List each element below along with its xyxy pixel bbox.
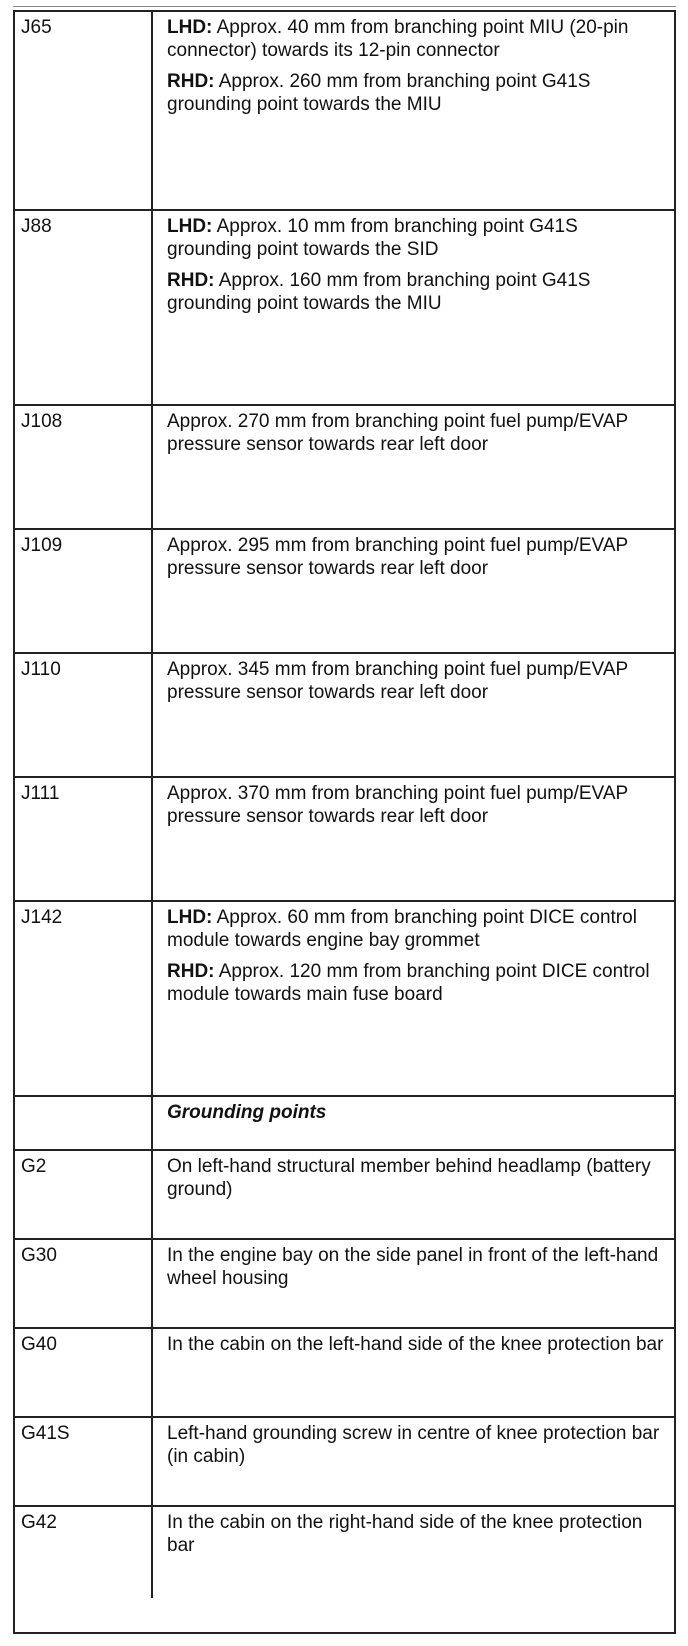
empty-id-cell — [15, 1097, 153, 1149]
location-text: In the cabin on the right-hand side of the knee protection bar — [167, 1512, 643, 1556]
component-id: J108 — [15, 406, 153, 528]
location-description — [153, 1329, 674, 1416]
location-text: Approx. 295 mm from branching point fuel pump/EVAP pressure sensor towards rear left door — [167, 535, 628, 579]
rhd-text: Approx. 120 mm from branching point DICE control module towards main fuse board — [167, 961, 650, 1005]
table-row — [15, 1151, 674, 1240]
section-heading-row — [15, 1097, 674, 1151]
table-row — [15, 654, 674, 778]
rhd-paragraph — [167, 70, 664, 116]
location-description — [153, 1418, 674, 1505]
location-table — [13, 10, 676, 1634]
section-heading: Grounding points — [167, 1102, 327, 1123]
lhd-label: LHD: — [167, 17, 213, 38]
location-text: Approx. 370 mm from branching point fuel pump/EVAP pressure sensor towards rear left door — [167, 783, 628, 827]
component-id: G42 — [15, 1507, 153, 1598]
rhd-paragraph — [167, 269, 664, 315]
location-description — [153, 12, 674, 209]
lhd-paragraph — [167, 215, 664, 261]
table-row — [15, 12, 674, 211]
component-id: G30 — [15, 1240, 153, 1327]
location-text: In the engine bay on the side panel in front of the left-hand wheel housing — [167, 1245, 659, 1289]
table-row — [15, 902, 674, 1097]
component-id: J111 — [15, 778, 153, 900]
rhd-paragraph — [167, 960, 664, 1006]
location-description — [153, 778, 674, 900]
table-row — [15, 406, 674, 530]
rhd-label: RHD: — [167, 961, 215, 982]
location-description — [153, 406, 674, 528]
lhd-text: Approx. 10 mm from branching point G41S grounding point towards the SID — [167, 216, 578, 260]
table-row — [15, 778, 674, 902]
location-description — [153, 902, 674, 1095]
component-id: G2 — [15, 1151, 153, 1238]
lhd-paragraph — [167, 16, 664, 62]
location-text: Left-hand grounding screw in centre of knee protection bar (in cabin) — [167, 1423, 660, 1467]
lhd-label: LHD: — [167, 216, 213, 237]
table-row — [15, 211, 674, 406]
location-description — [153, 1507, 674, 1598]
rhd-text: Approx. 260 mm from branching point G41S grounding point towards the MIU — [167, 71, 591, 115]
lhd-paragraph — [167, 906, 664, 952]
table-row — [15, 1329, 674, 1418]
rhd-text: Approx. 160 mm from branching point G41S grounding point towards the MIU — [167, 270, 591, 314]
component-id: J142 — [15, 902, 153, 1095]
table-row — [15, 1507, 674, 1598]
location-description — [153, 1151, 674, 1238]
lhd-text: Approx. 60 mm from branching point DICE control module towards engine bay grommet — [167, 907, 637, 951]
location-description — [153, 530, 674, 652]
component-id: J110 — [15, 654, 153, 776]
component-id: J65 — [15, 12, 153, 209]
location-description — [153, 1240, 674, 1327]
table-row — [15, 1240, 674, 1329]
rhd-label: RHD: — [167, 71, 215, 92]
rhd-label: RHD: — [167, 270, 215, 291]
table-row — [15, 530, 674, 654]
component-id: G41S — [15, 1418, 153, 1505]
location-text: In the cabin on the left-hand side of the knee protection bar — [167, 1334, 664, 1355]
lhd-text: Approx. 40 mm from branching point MIU (20-pin connector) towards its 12-pin connector — [167, 17, 629, 61]
component-id: J109 — [15, 530, 153, 652]
component-id: J88 — [15, 211, 153, 404]
component-id: G40 — [15, 1329, 153, 1416]
location-text: On left-hand structural member behind headlamp (battery ground) — [167, 1156, 651, 1200]
location-text: Approx. 270 mm from branching point fuel pump/EVAP pressure sensor towards rear left door — [167, 411, 628, 455]
table-row — [15, 1418, 674, 1507]
section-heading-cell — [153, 1097, 674, 1149]
location-text: Approx. 345 mm from branching point fuel pump/EVAP pressure sensor towards rear left door — [167, 659, 628, 703]
location-description — [153, 654, 674, 776]
lhd-label: LHD: — [167, 907, 213, 928]
location-description — [153, 211, 674, 404]
